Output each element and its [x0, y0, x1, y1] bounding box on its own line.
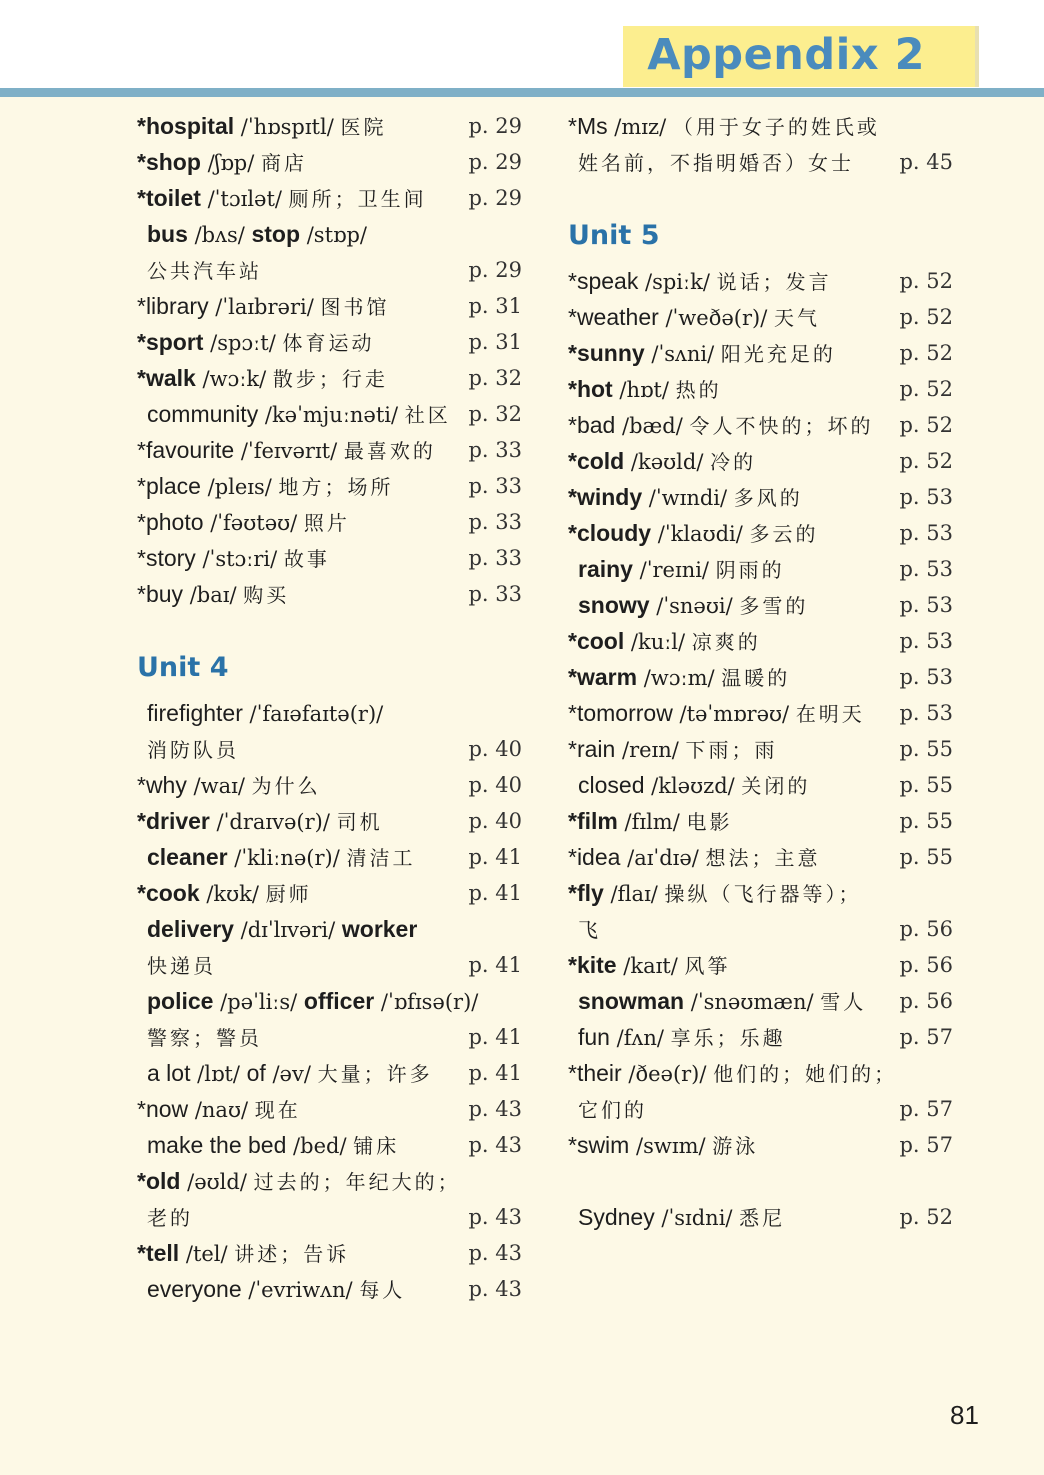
entry-word: *kite: [568, 952, 617, 978]
entry-page-ref: p. 33: [468, 582, 522, 606]
page-title: Appendix 2: [647, 30, 925, 80]
entry-page-ref: p. 29: [468, 186, 522, 210]
entry-page-ref: p. 41: [468, 845, 522, 869]
entry-word: community: [147, 401, 259, 427]
glossary-entry: [147, 695, 522, 731]
entry-word: *swim: [568, 1132, 630, 1158]
entry-word: *weather: [568, 304, 659, 330]
entry-word: make the bed: [147, 1132, 287, 1158]
entry-word: delivery: [147, 916, 234, 942]
glossary-entry: [147, 1055, 522, 1091]
entry-phonetic: /əv/: [265, 1062, 318, 1086]
entry-translation: 姓名前，不指明婚否）女士: [578, 151, 854, 175]
entry-page-ref: p. 53: [899, 485, 953, 509]
entry-word: *shop: [137, 149, 201, 175]
entry-word: bus: [147, 221, 188, 247]
entry-translation: 多雪的: [739, 594, 809, 618]
glossary-entry: [137, 1235, 522, 1271]
glossary-entry: [568, 731, 953, 767]
entry-page-ref: p. 33: [468, 510, 522, 534]
glossary-entry: [568, 479, 953, 515]
entry-phonetic: /ˈlaɪbrəri/: [208, 295, 321, 319]
glossary-entry: [137, 180, 522, 216]
glossary-entry: [137, 767, 522, 803]
glossary-entry: [147, 216, 522, 252]
entry-translation: 公共汽车站: [147, 259, 262, 283]
entry-phonetic: /ˈfəʊtəʊ/: [203, 511, 304, 535]
entry-page-ref: p. 53: [899, 521, 953, 545]
entry-translation: 温暖的: [721, 666, 791, 690]
entry-translation: 图书馆: [320, 295, 390, 319]
entry-page-ref: p. 40: [468, 773, 522, 797]
glossary-entry: [578, 767, 953, 803]
entry-phonetic: /ˈsnəʊi/: [649, 594, 740, 618]
glossary-entry: [568, 875, 953, 911]
entry-page-ref: p. 52: [899, 413, 953, 437]
glossary-entry: [568, 947, 953, 983]
glossary-entry: [568, 1127, 953, 1163]
entry-page-ref: p. 53: [899, 701, 953, 725]
entry-page-ref: p. 29: [468, 258, 522, 282]
entry-translation: 想法；主意: [705, 846, 821, 870]
glossary-entry: [578, 144, 953, 180]
entry-phonetic: /bʌs/: [187, 223, 252, 247]
entry-translation: 司机: [336, 810, 383, 834]
entry-word: *sport: [137, 329, 204, 355]
entry-word: *bad: [568, 412, 616, 438]
entry-phonetic: /aɪˈdɪə/: [620, 846, 706, 870]
entry-phonetic: /təˈmɒrəʊ/: [672, 702, 796, 726]
entry-page-ref: p. 55: [899, 773, 953, 797]
glossary-entry: [147, 1019, 522, 1055]
entry-translation: 最喜欢的: [343, 439, 436, 463]
entry-page-ref: p. 33: [468, 546, 522, 570]
entry-phonetic: /wɔːk/: [195, 367, 273, 391]
entry-page-ref: p. 43: [468, 1277, 522, 1301]
entry-translation: 阳光充足的: [720, 342, 836, 366]
entry-page-ref: p. 29: [468, 114, 522, 138]
entry-page-ref: p. 55: [899, 737, 953, 761]
entry-word: rainy: [578, 556, 633, 582]
glossary-entry: [137, 288, 522, 324]
entry-page-ref: p. 40: [468, 737, 522, 761]
glossary-entry: [578, 1019, 953, 1055]
appendix-tab: [623, 26, 975, 87]
entry-translation: 购买: [243, 583, 290, 607]
entry-translation: 令人不快的；坏的: [689, 414, 874, 438]
glossary-entry: [137, 576, 522, 612]
entry-translation: 散步；行走: [272, 367, 388, 391]
entry-page-ref: p. 53: [899, 557, 953, 581]
entry-word: snowman: [578, 988, 685, 1014]
entry-page-ref: p. 55: [899, 845, 953, 869]
glossary-entry: [147, 947, 522, 983]
entry-page-ref: p. 43: [468, 1133, 522, 1157]
glossary-entry: [568, 108, 953, 144]
entry-translation: 悉尼: [739, 1206, 786, 1230]
entry-phonetic: /kaɪt/: [616, 954, 685, 978]
entry-translation: 体育运动: [282, 331, 375, 355]
entry-page-ref: p. 43: [468, 1241, 522, 1265]
entry-word: *toilet: [137, 185, 201, 211]
entry-word: *speak: [568, 268, 639, 294]
glossary-entry: [568, 335, 953, 371]
glossary-entry: [147, 1199, 522, 1235]
entry-page-ref: p. 40: [468, 809, 522, 833]
glossary-entry: [137, 1091, 522, 1127]
glossary-entry: [578, 1199, 953, 1235]
glossary-entry: [147, 1127, 522, 1163]
entry-translation: 天气: [773, 306, 820, 330]
entry-phonetic: /baɪ/: [183, 583, 244, 607]
glossary-entry: [568, 623, 953, 659]
glossary-entry: [137, 108, 522, 144]
entry-translation: 享乐；乐趣: [670, 1026, 786, 1050]
entry-page-ref: p. 33: [468, 474, 522, 498]
entry-phonetic: /ðeə(r)/: [621, 1062, 714, 1086]
entry-phonetic: /spiːk/: [638, 270, 717, 294]
entry-page-ref: p. 29: [468, 150, 522, 174]
entry-page-ref: p. 52: [899, 377, 953, 401]
entry-phonetic: /kləʊzd/: [644, 774, 742, 798]
entry-page-ref: p. 41: [468, 881, 522, 905]
entry-phonetic: /mɪz/: [607, 115, 673, 139]
entry-phonetic: /lɒt/: [190, 1062, 247, 1086]
page-number: 81: [950, 1400, 979, 1430]
entry-word: *driver: [137, 808, 210, 834]
entry-phonetic: /dɪˈlɪvəri/: [233, 918, 342, 942]
entry-translation: 消防队员: [147, 738, 239, 762]
entry-page-ref: p. 41: [468, 1061, 522, 1085]
entry-translation: 每人: [359, 1278, 406, 1302]
entry-translation: 过去的；年纪大的；: [253, 1170, 461, 1194]
glossary-entry: [137, 144, 522, 180]
entry-page-ref: p. 31: [468, 330, 522, 354]
entry-word: a lot: [147, 1060, 191, 1086]
entry-translation: 多云的: [749, 522, 819, 546]
entry-phonetic: /ʃɒp/: [200, 151, 261, 175]
entry-word: *favourite: [137, 437, 235, 463]
entry-translation: 他们的；她们的；: [713, 1062, 898, 1086]
entry-page-ref: p. 31: [468, 294, 522, 318]
entry-phonetic: /ˈhɒspɪtl/: [234, 115, 341, 139]
entry-page-ref: p. 57: [899, 1097, 953, 1121]
glossary-entry: [137, 875, 522, 911]
entry-phonetic: /pleɪs/: [200, 475, 279, 499]
glossary-entry: [568, 839, 953, 875]
entry-translation: 照片: [303, 511, 350, 535]
glossary-entry: [137, 468, 522, 504]
entry-word: *buy: [137, 581, 184, 607]
entry-phonetic: /ˈsnəʊmæn/: [684, 990, 821, 1014]
entry-page-ref: p. 52: [899, 449, 953, 473]
entry-word: of: [246, 1060, 266, 1086]
entry-word: *library: [137, 293, 209, 319]
entry-word: *now: [137, 1096, 189, 1122]
entry-phonetic: /ˈweðə(r)/: [658, 306, 774, 330]
glossary-entry: [137, 803, 522, 839]
glossary-entry: [578, 911, 953, 947]
entry-phonetic: /ˈsʌni/: [644, 342, 721, 366]
glossary-entry: [568, 695, 953, 731]
entry-word: *tomorrow: [568, 700, 673, 726]
entry-phonetic: /bed/: [286, 1134, 354, 1158]
entry-page-ref: p. 52: [899, 341, 953, 365]
entry-phonetic: /kʊk/: [199, 882, 266, 906]
entry-phonetic: /tel/: [179, 1242, 235, 1266]
entry-word: officer: [303, 988, 375, 1014]
glossary-entry: [147, 983, 522, 1019]
entry-word: police: [147, 988, 214, 1014]
entry-page-ref: p. 45: [899, 150, 953, 174]
entry-phonetic: /ˈfeɪvərɪt/: [234, 439, 344, 463]
entry-word: *photo: [137, 509, 204, 535]
entry-page-ref: p. 57: [899, 1133, 953, 1157]
entry-word: *Ms: [568, 113, 608, 139]
glossary-entry: [568, 263, 953, 299]
glossary-entry: [137, 1163, 522, 1199]
entry-page-ref: p. 43: [468, 1097, 522, 1121]
entry-word: *sunny: [568, 340, 645, 366]
glossary-entry: [147, 252, 522, 288]
entry-translation: 讲述；告诉: [234, 1242, 350, 1266]
glossary-entry: [137, 432, 522, 468]
header-rule: [0, 88, 1044, 97]
entry-phonetic: /flaɪ/: [603, 882, 665, 906]
glossary-entry: [147, 396, 522, 432]
entry-phonetic: /stɒp/: [300, 223, 367, 247]
entry-translation: 飞: [578, 918, 601, 942]
glossary-entry: [568, 407, 953, 443]
entry-word: *story: [137, 545, 196, 571]
glossary-entry: [147, 911, 522, 947]
entry-word: cleaner: [147, 844, 228, 870]
entry-word: *rain: [568, 736, 616, 762]
entry-phonetic: /ˈkliːnə(r)/: [227, 846, 347, 870]
entry-translation: 游泳: [712, 1134, 759, 1158]
entry-phonetic: /pəˈliːs/: [213, 990, 304, 1014]
glossary-entry: [137, 540, 522, 576]
glossary-entry: [568, 443, 953, 479]
entry-phonetic: /kuːl/: [624, 630, 692, 654]
entry-word: *tell: [137, 1240, 180, 1266]
entry-phonetic: /bæd/: [615, 414, 690, 438]
entry-translation: 快递员: [147, 954, 216, 978]
entry-translation: （用于女子的姓氏或: [672, 115, 880, 139]
entry-word: *hospital: [137, 113, 235, 139]
entry-page-ref: p. 52: [899, 269, 953, 293]
entry-phonetic: /ˈreɪni/: [632, 558, 716, 582]
entry-word: *walk: [137, 365, 196, 391]
entry-word: snowy: [578, 592, 650, 618]
entry-page-ref: p. 52: [899, 305, 953, 329]
entry-phonetic: /ˈevriwʌn/: [241, 1278, 360, 1302]
glossary-entry: [568, 803, 953, 839]
glossary-entry: [147, 839, 522, 875]
entry-page-ref: p. 53: [899, 665, 953, 689]
glossary-entry: [568, 515, 953, 551]
glossary-entry: [568, 659, 953, 695]
entry-translation: 铺床: [353, 1134, 400, 1158]
entry-word: *hot: [568, 376, 613, 402]
entry-translation: 雪人: [820, 990, 867, 1014]
entry-phonetic: /reɪn/: [615, 738, 686, 762]
glossary-entry: [568, 299, 953, 335]
entry-phonetic: /fʌn/: [609, 1026, 671, 1050]
entry-word: *idea: [568, 844, 621, 870]
entry-word: worker: [341, 916, 418, 942]
entry-page-ref: p. 32: [468, 366, 522, 390]
entry-word: *cold: [568, 448, 625, 474]
glossary-entry: [137, 504, 522, 540]
entry-word: *their: [568, 1060, 622, 1086]
entry-translation: 操纵（飞行器等）；: [664, 882, 862, 906]
entry-word: stop: [251, 221, 301, 247]
entry-translation: 故事: [283, 547, 330, 571]
entry-translation: 多风的: [733, 486, 803, 510]
entry-phonetic: /ˈfaɪəfaɪtə(r)/: [242, 702, 384, 726]
entry-phonetic: /ˈdraɪvə(r)/: [209, 810, 337, 834]
entry-page-ref: p. 43: [468, 1205, 522, 1229]
entry-phonetic: /hɒt/: [612, 378, 676, 402]
entry-translation: 厕所；卫生间: [288, 187, 427, 211]
glossary-entry: [137, 324, 522, 360]
entry-translation: 风筝: [684, 954, 731, 978]
entry-phonetic: /kəˈmjuːnəti/: [258, 403, 405, 427]
entry-word: *why: [137, 772, 187, 798]
entry-translation: 下雨；雨: [685, 738, 778, 762]
entry-word: *place: [137, 473, 201, 499]
entry-phonetic: /spɔːt/: [203, 331, 283, 355]
entry-phonetic: /fɪlm/: [617, 810, 687, 834]
entry-phonetic: /waɪ/: [186, 774, 252, 798]
unit-5-heading: Unit 5: [568, 220, 660, 251]
entry-page-ref: p. 41: [468, 953, 522, 977]
glossary-entry: [568, 371, 953, 407]
entry-page-ref: p. 56: [899, 989, 953, 1013]
entry-translation: 为什么: [251, 774, 321, 798]
entry-word: everyone: [147, 1276, 242, 1302]
entry-word: *fly: [568, 880, 604, 906]
entry-word: *cool: [568, 628, 625, 654]
entry-page-ref: p. 56: [899, 917, 953, 941]
entry-translation: 大量；许多: [317, 1062, 433, 1086]
entry-word: *warm: [568, 664, 638, 690]
unit-4-heading: Unit 4: [137, 652, 229, 683]
entry-page-ref: p. 57: [899, 1025, 953, 1049]
entry-translation: 电影: [686, 810, 733, 834]
entry-translation: 医院: [340, 115, 387, 139]
entry-phonetic: /ˈstɔːri/: [195, 547, 284, 571]
glossary-entry: [137, 360, 522, 396]
entry-word: *film: [568, 808, 618, 834]
entry-translation: 凉爽的: [691, 630, 761, 654]
entry-phonetic: /ˈklaʊdi/: [651, 522, 750, 546]
entry-page-ref: p. 55: [899, 809, 953, 833]
entry-word: *old: [137, 1168, 181, 1194]
entry-page-ref: p. 32: [468, 402, 522, 426]
entry-translation: 地方；场所: [278, 475, 394, 499]
entry-page-ref: p. 56: [899, 953, 953, 977]
glossary-entry: [578, 983, 953, 1019]
entry-translation: 阴雨的: [715, 558, 785, 582]
glossary-entry: [568, 1055, 953, 1091]
entry-phonetic: /wɔːm/: [637, 666, 722, 690]
glossary-entry: [578, 551, 953, 587]
entry-phonetic: /ˈɒfɪsə(r)/: [374, 990, 479, 1014]
entry-translation: 社区: [404, 403, 451, 427]
glossary-entry: [578, 587, 953, 623]
entry-translation: 在明天: [795, 702, 865, 726]
entry-phonetic: /swɪm/: [629, 1134, 713, 1158]
entry-translation: 冷的: [710, 450, 757, 474]
entry-page-ref: p. 52: [899, 1205, 953, 1229]
entry-page-ref: p. 53: [899, 629, 953, 653]
entry-translation: 热的: [675, 378, 722, 402]
entry-page-ref: p. 53: [899, 593, 953, 617]
entry-word: *cook: [137, 880, 200, 906]
entry-word: *windy: [568, 484, 643, 510]
entry-page-ref: p. 41: [468, 1025, 522, 1049]
glossary-entry: [578, 1091, 953, 1127]
entry-phonetic: /əʊld/: [180, 1170, 254, 1194]
entry-phonetic: /naʊ/: [188, 1098, 255, 1122]
entry-translation: 关闭的: [741, 774, 811, 798]
entry-translation: 商店: [260, 151, 307, 175]
entry-page-ref: p. 33: [468, 438, 522, 462]
entry-word: *cloudy: [568, 520, 652, 546]
entry-translation: 它们的: [578, 1098, 647, 1122]
entry-translation: 老的: [147, 1206, 193, 1230]
glossary-entry: [147, 731, 522, 767]
entry-phonetic: /kəʊld/: [624, 450, 711, 474]
entry-word: closed: [578, 772, 645, 798]
entry-translation: 清洁工: [346, 846, 416, 870]
entry-translation: 说话；发言: [716, 270, 832, 294]
entry-phonetic: /ˈsɪdni/: [654, 1206, 740, 1230]
glossary-entry: [147, 1271, 522, 1307]
entry-translation: 厨师: [265, 882, 312, 906]
entry-word: Sydney: [578, 1204, 655, 1230]
entry-word: fun: [578, 1024, 610, 1050]
entry-phonetic: /ˈwɪndi/: [642, 486, 734, 510]
entry-phonetic: /ˈtɔɪlət/: [200, 187, 289, 211]
entry-translation: 现在: [254, 1098, 301, 1122]
entry-translation: 警察；警员: [147, 1026, 262, 1050]
entry-word: firefighter: [147, 700, 243, 726]
